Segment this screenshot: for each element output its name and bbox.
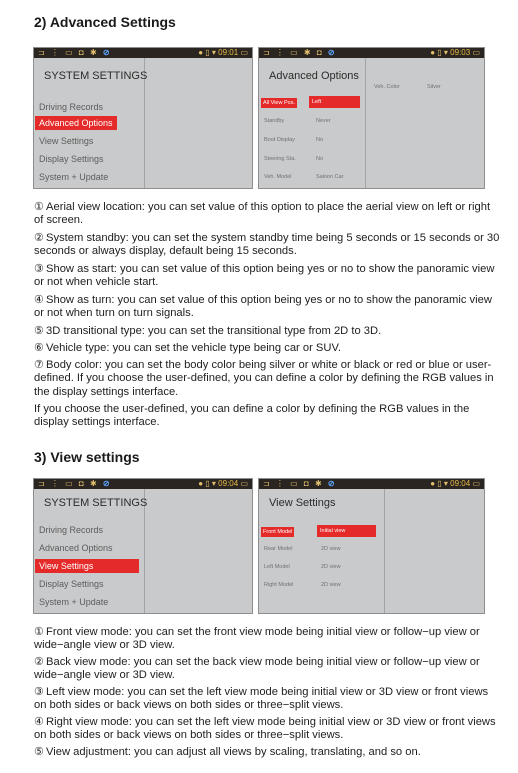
panel-title: Advanced Options bbox=[269, 70, 359, 82]
screenshot-system-settings-view bbox=[33, 478, 253, 614]
list-item: ⑤ 3D transitional type: you can set the transitional type from 2D to 3D. bbox=[34, 325, 382, 337]
panel-divider bbox=[365, 58, 366, 188]
list-item: ① Front view mode: you can set the front view mode being initial view or follow−up view or wide−angle view or 3D view. bbox=[34, 626, 480, 652]
section-heading-view-settings: 3) View settings bbox=[34, 449, 140, 465]
option-value-steering-sta[interactable]: No bbox=[316, 156, 324, 162]
option-value-all-view-pos[interactable]: Left bbox=[309, 96, 360, 108]
status-bar bbox=[34, 48, 252, 58]
status-icons-right: ● ▯ ▾ 09:01 ▭ bbox=[198, 48, 248, 57]
option-label-left-model[interactable]: Left Model bbox=[264, 564, 290, 570]
menu-item-view-settings[interactable]: View Settings bbox=[35, 559, 139, 573]
no-signal-icon: ⊘ bbox=[327, 479, 337, 488]
menu-item-view-settings[interactable]: View Settings bbox=[39, 136, 94, 146]
menu-item-display-settings[interactable]: Display Settings bbox=[39, 579, 104, 589]
section-heading-advanced-settings: 2) Advanced Settings bbox=[34, 14, 176, 30]
list-item: ② System standby: you can set the system standby time being 5 seconds or 15 seconds or 30 seconds or always display, default being 15 seconds. bbox=[34, 232, 500, 258]
no-signal-icon: ⊘ bbox=[102, 48, 112, 57]
option-label-right-model[interactable]: Right Model bbox=[264, 582, 294, 588]
option-label-veh-color[interactable]: Veh. Color bbox=[374, 84, 400, 90]
panel-title: View Settings bbox=[269, 497, 336, 509]
option-label-rear-model[interactable]: Rear Model bbox=[264, 546, 293, 552]
no-signal-icon: ⊘ bbox=[102, 479, 112, 488]
option-label-veh-model[interactable]: Veh. Model bbox=[264, 174, 292, 180]
panel-divider bbox=[384, 489, 385, 613]
option-value-rear-model[interactable]: 2D view bbox=[321, 546, 341, 552]
status-icons-left: ⊐ ⋮ ▭ ◘ ✱ ⊘ bbox=[263, 479, 337, 488]
battery-icon: ▭ bbox=[240, 48, 248, 57]
status-icons-left: ⊐ ⋮ ▭ ◘ ✱ ⊘ bbox=[38, 479, 112, 488]
list-item: ⑤ View adjustment: you can adjust all views by scaling, translating, and so on. bbox=[34, 746, 421, 758]
option-value-standby[interactable]: Never bbox=[316, 118, 331, 124]
screenshot-system-settings-advanced bbox=[33, 47, 253, 189]
status-icons-right: ● ▯ ▾ 09:03 ▭ bbox=[430, 48, 480, 57]
option-value-front-model[interactable]: Initial view bbox=[317, 525, 376, 537]
list-item: ④ Show as turn: you can set value of this option being yes or no to show the panoramic view or not when turn on turn signals. bbox=[34, 294, 492, 320]
screenshot-view-settings bbox=[258, 478, 485, 614]
clock: 09:03 bbox=[450, 48, 471, 57]
list-item: ③ Left view mode: you can set the left view mode being initial view or 3D view or front views on both sides or back views on both sides or three−split views. bbox=[34, 686, 489, 712]
status-icons-right: ● ▯ ▾ 09:04 ▭ bbox=[198, 479, 248, 488]
option-label-steering-sta[interactable]: Steering Sta. bbox=[264, 156, 296, 162]
status-bar bbox=[34, 479, 252, 489]
panel-title: SYSTEM SETTINGS bbox=[44, 497, 148, 509]
screenshot-advanced-options bbox=[258, 47, 485, 189]
option-value-veh-model[interactable]: Saloon Car bbox=[316, 174, 344, 180]
status-bar bbox=[259, 48, 484, 58]
menu-item-system-update[interactable]: System + Update bbox=[39, 597, 109, 607]
no-signal-icon: ⊘ bbox=[327, 48, 337, 57]
menu-item-advanced-options[interactable]: Advanced Options bbox=[39, 543, 113, 553]
status-icons-right: ● ▯ ▾ 09:04 ▭ bbox=[430, 479, 480, 488]
list-item: ⑥ Vehicle type: you can set the vehicle type being car or SUV. bbox=[34, 342, 342, 354]
list-item: ① Aerial view location: you can set value of this option to place the aerial view on left or right of screen. bbox=[34, 201, 491, 227]
option-label-boot-display[interactable]: Boot Display bbox=[264, 137, 295, 143]
option-value-veh-color[interactable]: Silver bbox=[427, 84, 441, 90]
battery-icon: ▭ bbox=[472, 48, 480, 57]
list-item: ④ Right view mode: you can set the left view mode being initial view or 3D view or front views on both sides or back views on both sides or three−split views. bbox=[34, 716, 496, 742]
option-label-front-model[interactable]: Front Model bbox=[263, 529, 293, 535]
option-label-all-view-pos[interactable]: All View Pos. bbox=[263, 100, 295, 106]
list-item: ⑦ Body color: you can set the body color being silver or white or black or red or blue or user-defined. If you choose the user-defined, you can define a color by defining the RGB values in the display settings interface. bbox=[34, 359, 494, 398]
clock: 09:04 bbox=[218, 479, 239, 488]
option-value-right-model[interactable]: 2D view bbox=[321, 582, 341, 588]
battery-icon: ▭ bbox=[240, 479, 248, 488]
status-icons-left: ⊐ ⋮ ▭ ◘ ✱ ⊘ bbox=[38, 48, 112, 57]
menu-item-driving-records[interactable]: Driving Records bbox=[39, 102, 104, 112]
menu-item-display-settings[interactable]: Display Settings bbox=[39, 154, 104, 164]
list-item: ② Back view mode: you can set the back view mode being initial view or follow−up view or wide−angle view or 3D view. bbox=[34, 656, 480, 682]
menu-item-advanced-options[interactable]: Advanced Options bbox=[35, 116, 117, 130]
battery-icon: ▭ bbox=[472, 479, 480, 488]
list-item: ③ Show as start: you can set value of this option being yes or no to show the panoramic view or not when vehicle start. bbox=[34, 263, 495, 289]
note-paragraph: If you choose the user-defined, you can define a color by defining the RGB values in the display settings interface. bbox=[34, 403, 470, 429]
option-value-boot-display[interactable]: No bbox=[316, 137, 324, 143]
status-bar bbox=[259, 479, 484, 489]
clock: 09:04 bbox=[450, 479, 471, 488]
clock: 09:01 bbox=[218, 48, 239, 57]
option-label-standby[interactable]: Standby bbox=[264, 118, 285, 124]
option-value-left-model[interactable]: 2D view bbox=[321, 564, 341, 570]
status-icons-left: ⊐ ⋮ ▭ ✱ ◘ ⊘ bbox=[263, 48, 337, 57]
panel-title: SYSTEM SETTINGS bbox=[44, 70, 148, 82]
menu-item-system-update[interactable]: System + Update bbox=[39, 172, 109, 182]
menu-item-driving-records[interactable]: Driving Records bbox=[39, 525, 104, 535]
